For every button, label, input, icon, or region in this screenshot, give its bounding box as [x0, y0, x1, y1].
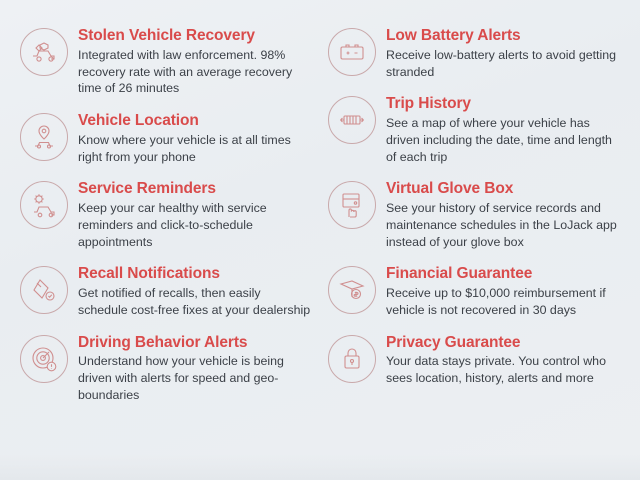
feature-column-left — [20, 26, 312, 460]
feature-text — [386, 264, 620, 318]
feature-title: Recall Notifications — [78, 265, 220, 283]
feature-stolen-vehicle-recovery — [20, 26, 312, 97]
feature-title: Trip History — [386, 95, 471, 113]
feature-trip-history — [328, 94, 620, 165]
low-battery-alerts-icon — [328, 28, 376, 76]
feature-column-right — [328, 26, 620, 460]
vehicle-location-icon — [20, 113, 68, 161]
feature-low-battery-alerts — [328, 26, 620, 80]
feature-text — [78, 26, 312, 97]
feature-description: Understand how your vehicle is being driven with alerts for speed and geo-boundaries — [78, 354, 284, 402]
feature-title: Stolen Vehicle Recovery — [78, 27, 255, 44]
feature-title: Financial Guarantee — [386, 265, 533, 283]
feature-text — [386, 333, 620, 387]
feature-description: Know where your vehicle is at all times right from your phone — [78, 132, 291, 164]
feature-text — [78, 111, 312, 165]
feature-description: Receive up to $10,000 reimbursement if vehicle is not recovered in 30 days — [386, 286, 606, 317]
feature-text — [386, 94, 620, 165]
feature-virtual-glove-box — [328, 179, 620, 250]
feature-service-reminders — [20, 179, 312, 250]
driving-behavior-alerts-icon — [20, 335, 68, 383]
feature-title: Driving Behavior Alerts — [78, 333, 248, 351]
feature-description: Get notified of recalls, then easily schedule cost-free fixes at your dealership — [78, 286, 311, 317]
feature-privacy-guarantee — [328, 333, 620, 387]
feature-description: Keep your car healthy with service reminders and click-to-schedule appointments — [78, 201, 267, 249]
feature-text — [78, 333, 312, 404]
feature-description: Integrated with law enforcement. 98% recovery rate with an average recovery time of 26 minutes — [78, 47, 293, 96]
feature-title: Privacy Guarantee — [386, 333, 521, 351]
feature-title: Virtual Glove Box — [386, 180, 514, 198]
feature-driving-behavior-alerts — [20, 333, 312, 404]
feature-financial-guarantee — [328, 264, 620, 318]
feature-text — [386, 26, 620, 80]
recall-notifications-icon — [20, 266, 68, 314]
feature-recall-notifications — [20, 264, 312, 318]
stolen-vehicle-recovery-icon — [20, 28, 68, 76]
feature-title: Service Reminders — [78, 180, 216, 198]
feature-text — [78, 179, 312, 250]
feature-description: See a map of where your vehicle has driven including the date, time and length of each trip — [386, 116, 612, 164]
feature-title: Vehicle Location — [78, 112, 199, 130]
feature-title: Low Battery Alerts — [386, 27, 521, 44]
feature-columns — [20, 26, 620, 460]
trip-history-icon — [328, 96, 376, 144]
service-reminders-icon — [20, 181, 68, 229]
feature-vehicle-location — [20, 111, 312, 165]
feature-description: See your history of service records and maintenance schedules in the LoJack app instead of your glove box — [386, 201, 617, 249]
feature-description: Receive low-battery alerts to avoid getting stranded — [386, 47, 617, 79]
privacy-guarantee-icon — [328, 335, 376, 383]
feature-description: Your data stays private. You control who sees location, history, alerts and more — [386, 354, 606, 386]
virtual-glove-box-icon — [328, 181, 376, 229]
financial-guarantee-icon — [328, 266, 376, 314]
feature-text — [78, 264, 312, 318]
feature-text — [386, 179, 620, 250]
